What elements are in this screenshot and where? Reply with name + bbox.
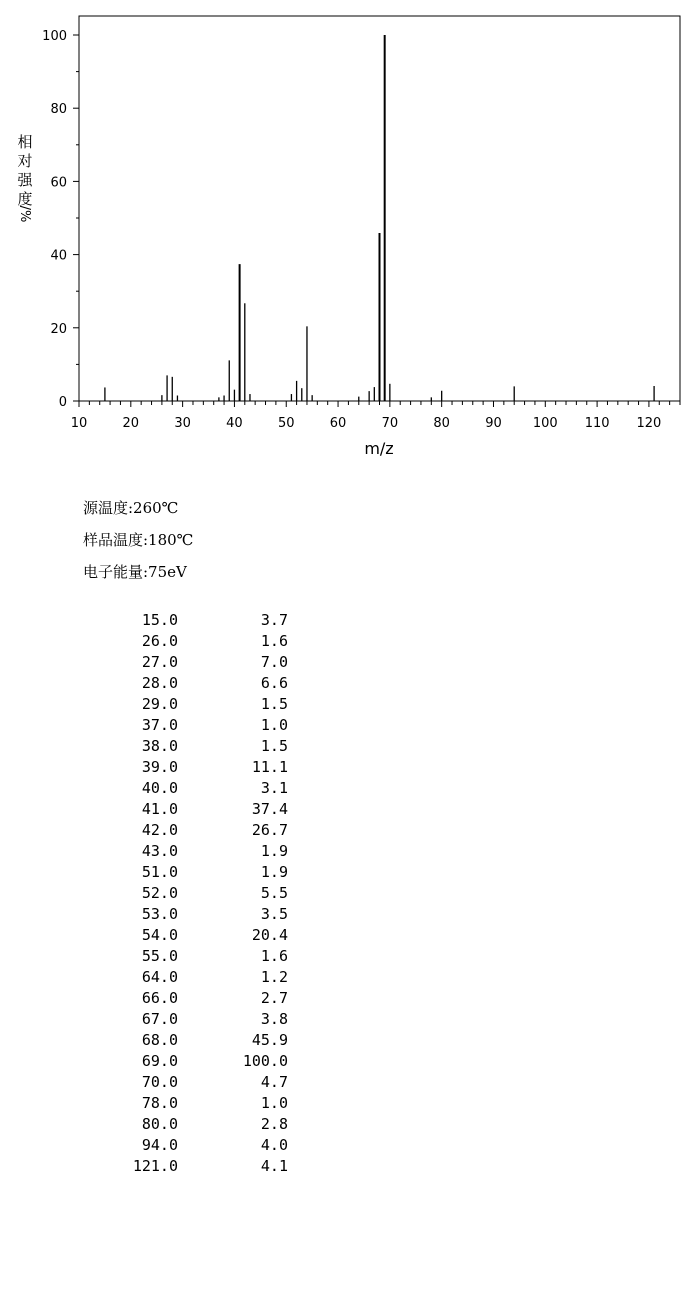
x-tick-label: 30 [174,416,191,431]
y-axis-label-char: 相 [17,133,33,151]
mz-value: 78.0 [141,1094,178,1112]
x-tick-label: 50 [277,416,295,431]
abundance-value: 7.0 [260,653,288,671]
table-row [110,673,288,694]
x-tick-label: 10 [70,416,88,431]
mz-value: 27.0 [141,653,178,671]
table-row [110,1156,288,1177]
x-tick-label: 20 [122,416,140,431]
mz-value: 39.0 [141,758,178,776]
mass-spectrum-chart [0,0,687,470]
table-row [110,1051,288,1072]
abundance-value: 37.4 [251,800,288,818]
x-tick-label: 100 [532,416,558,431]
x-tick-label: 110 [584,416,610,431]
table-row [110,610,288,631]
mz-value: 68.0 [141,1031,178,1049]
y-tick-label: 100 [42,29,67,44]
mz-value: 121.0 [132,1157,178,1175]
electron-energy: 电子能量:75eV [83,563,187,581]
table-row [110,757,288,778]
abundance-value: 2.7 [260,989,288,1007]
abundance-value: 1.6 [260,947,288,965]
x-tick-label: 90 [485,416,502,431]
table-row [110,1114,288,1135]
table-row [110,883,288,904]
mz-value: 52.0 [141,884,178,902]
peak-bars [105,35,654,401]
x-tick-label: 40 [226,416,243,431]
mz-value: 69.0 [141,1052,178,1070]
table-row [110,1093,288,1114]
y-tick-label: 20 [50,321,67,337]
abundance-value: 1.9 [260,863,288,881]
abundance-value: 3.1 [260,779,288,797]
mz-value: 41.0 [141,800,178,818]
x-tick-label: 80 [433,416,450,431]
mz-value: 37.0 [141,716,178,734]
x-axis-label: m/z [364,439,394,458]
abundance-value: 1.2 [260,968,288,986]
mz-value: 54.0 [141,926,178,944]
table-row [110,1135,288,1156]
mz-value: 26.0 [141,632,178,650]
table-row [110,967,288,988]
y-axis-label-unit: /% [17,205,32,223]
abundance-value: 4.1 [260,1157,288,1175]
mz-value: 53.0 [141,905,178,923]
mz-value: 40.0 [141,779,178,797]
abundance-value: 1.0 [260,1094,288,1112]
table-row [110,631,288,652]
abundance-value: 3.8 [260,1010,288,1028]
abundance-value: 6.6 [260,674,288,692]
y-tick-label: 80 [50,102,67,118]
table-row [110,736,288,757]
abundance-value: 1.0 [260,716,288,734]
mz-value: 42.0 [141,821,178,839]
table-row [110,1009,288,1030]
mz-value: 29.0 [141,695,178,713]
mz-value: 70.0 [141,1073,178,1091]
y-axis-label-char: 对 [17,152,33,170]
table-row [110,694,288,715]
x-tick-label: 60 [329,416,347,431]
y-axis-label [17,133,33,222]
mz-value: 43.0 [141,842,178,860]
table-row [110,1072,288,1093]
y-axis-label-char: 强 [17,171,33,189]
table-row [110,715,288,736]
table-row [110,904,288,925]
mz-value: 80.0 [141,1115,178,1133]
mz-value: 28.0 [141,674,178,692]
mz-value: 55.0 [141,947,178,965]
abundance-value: 45.9 [251,1031,288,1049]
table-row [110,1030,288,1051]
y-axis-label-char: 度 [17,190,33,208]
acquisition-conditions [83,492,193,588]
abundance-value: 1.9 [260,842,288,860]
abundance-value: 2.8 [260,1115,288,1133]
abundance-value: 3.7 [260,611,288,629]
table-row [110,946,288,967]
source-temperature: 源温度:260℃ [83,499,179,517]
y-tick-label: 40 [50,248,67,264]
abundance-value: 100.0 [242,1052,288,1070]
x-tick-label: 70 [381,416,399,431]
mz-value: 67.0 [141,1010,178,1028]
abundance-value: 4.7 [260,1073,288,1091]
abundance-value: 5.5 [260,884,288,902]
abundance-value: 1.5 [260,695,288,713]
abundance-value: 1.5 [260,737,288,755]
abundance-value: 3.5 [260,905,288,923]
mz-value: 51.0 [141,863,178,881]
mz-value: 38.0 [141,737,178,755]
table-row [110,652,288,673]
y-tick-label: 60 [50,175,67,191]
mz-value: 66.0 [141,989,178,1007]
sample-temperature: 样品温度:180℃ [83,531,194,549]
y-axis [42,29,79,410]
abundance-value: 26.7 [251,821,288,839]
peak-table [110,610,288,1177]
table-row [110,841,288,862]
abundance-value: 20.4 [251,926,288,944]
abundance-value: 1.6 [260,632,288,650]
table-row [110,925,288,946]
mz-value: 94.0 [141,1136,178,1154]
table-row [110,988,288,1009]
table-row [110,820,288,841]
table-row [110,862,288,883]
mz-value: 64.0 [141,968,178,986]
x-axis [71,401,680,431]
table-row [110,778,288,799]
mz-value: 15.0 [141,611,178,629]
abundance-value: 4.0 [260,1136,288,1154]
y-tick-label: 0 [58,395,67,410]
abundance-value: 11.1 [251,758,288,776]
table-row [110,799,288,820]
x-tick-label: 120 [636,416,662,431]
